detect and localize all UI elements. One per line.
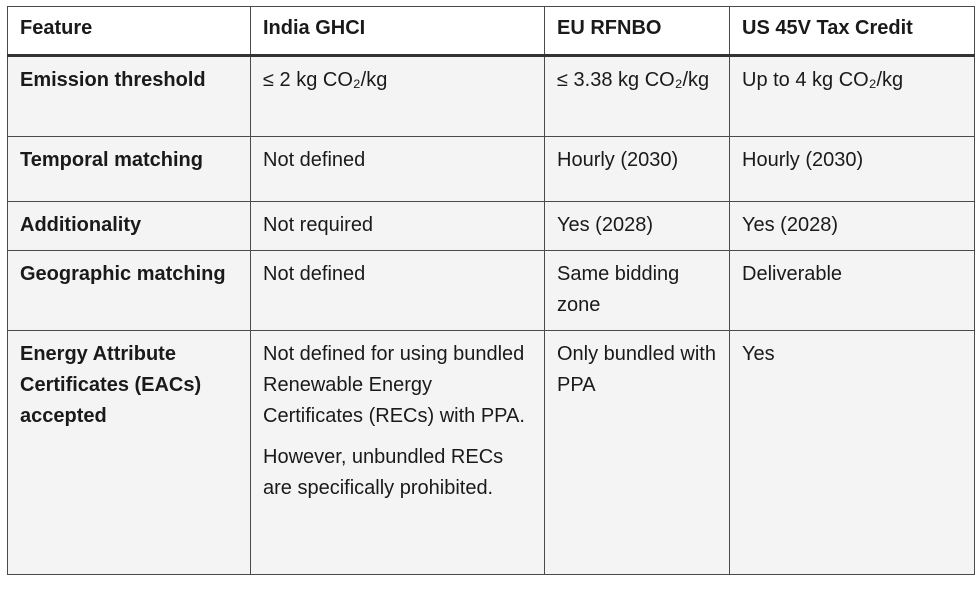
cell-eu bbox=[545, 202, 730, 251]
cell-text: Deliverable bbox=[742, 263, 843, 285]
cell-text: Up to 4 kg CO₂/kg bbox=[742, 69, 904, 91]
header-feature: Feature bbox=[8, 7, 251, 56]
cell-us bbox=[730, 331, 975, 575]
cell-us bbox=[730, 137, 975, 202]
cell-text: However, unbundled RECs are specifically prohibited. bbox=[263, 446, 504, 499]
cell-text: Only bundled with PPA bbox=[557, 343, 716, 396]
cell-text: ≤ 3.38 kg CO₂/kg bbox=[557, 69, 710, 91]
cell-us bbox=[730, 56, 975, 137]
cell-us bbox=[730, 202, 975, 251]
cell-text: Yes bbox=[742, 343, 775, 365]
cell-text: Yes (2028) bbox=[557, 214, 653, 236]
row-label-temporal-matching: Temporal matching bbox=[8, 137, 251, 202]
row-label-emission-threshold: Emission threshold bbox=[8, 56, 251, 137]
cell-text: Not defined for using bundled Renewable Energy Certificates (RECs) with PPA. bbox=[263, 343, 525, 427]
header-india-ghci: India GHCI bbox=[251, 7, 545, 56]
cell-eu bbox=[545, 137, 730, 202]
cell-eu bbox=[545, 331, 730, 575]
cell-text: Yes (2028) bbox=[742, 214, 838, 236]
row-label-additionality: Additionality bbox=[8, 202, 251, 251]
header-eu-rfnbo: EU RFNBO bbox=[545, 7, 730, 56]
cell-text: Same bidding zone bbox=[557, 263, 680, 316]
row-label-eacs-accepted: Energy Attribute Certificates (EACs) accepted bbox=[8, 331, 251, 575]
cell-india bbox=[251, 331, 545, 575]
header-us-45v: US 45V Tax Credit bbox=[730, 7, 975, 56]
cell-text: Hourly (2030) bbox=[742, 149, 864, 171]
cell-text: Hourly (2030) bbox=[557, 149, 679, 171]
table-row bbox=[8, 137, 975, 202]
header-row bbox=[8, 7, 975, 56]
table-row bbox=[8, 331, 975, 575]
cell-us bbox=[730, 251, 975, 331]
row-label-geographic-matching: Geographic matching bbox=[8, 251, 251, 331]
cell-india bbox=[251, 202, 545, 251]
cell-india bbox=[251, 56, 545, 137]
cell-text: Not defined bbox=[263, 149, 366, 171]
cell-eu bbox=[545, 56, 730, 137]
cell-india bbox=[251, 137, 545, 202]
cell-text: Not defined bbox=[263, 263, 366, 285]
cell-text: ≤ 2 kg CO₂/kg bbox=[263, 69, 388, 91]
table-row bbox=[8, 202, 975, 251]
cell-india bbox=[251, 251, 545, 331]
comparison-table bbox=[7, 6, 975, 575]
table-row bbox=[8, 251, 975, 331]
cell-text: Not required bbox=[263, 214, 374, 236]
cell-eu bbox=[545, 251, 730, 331]
table-row bbox=[8, 56, 975, 137]
